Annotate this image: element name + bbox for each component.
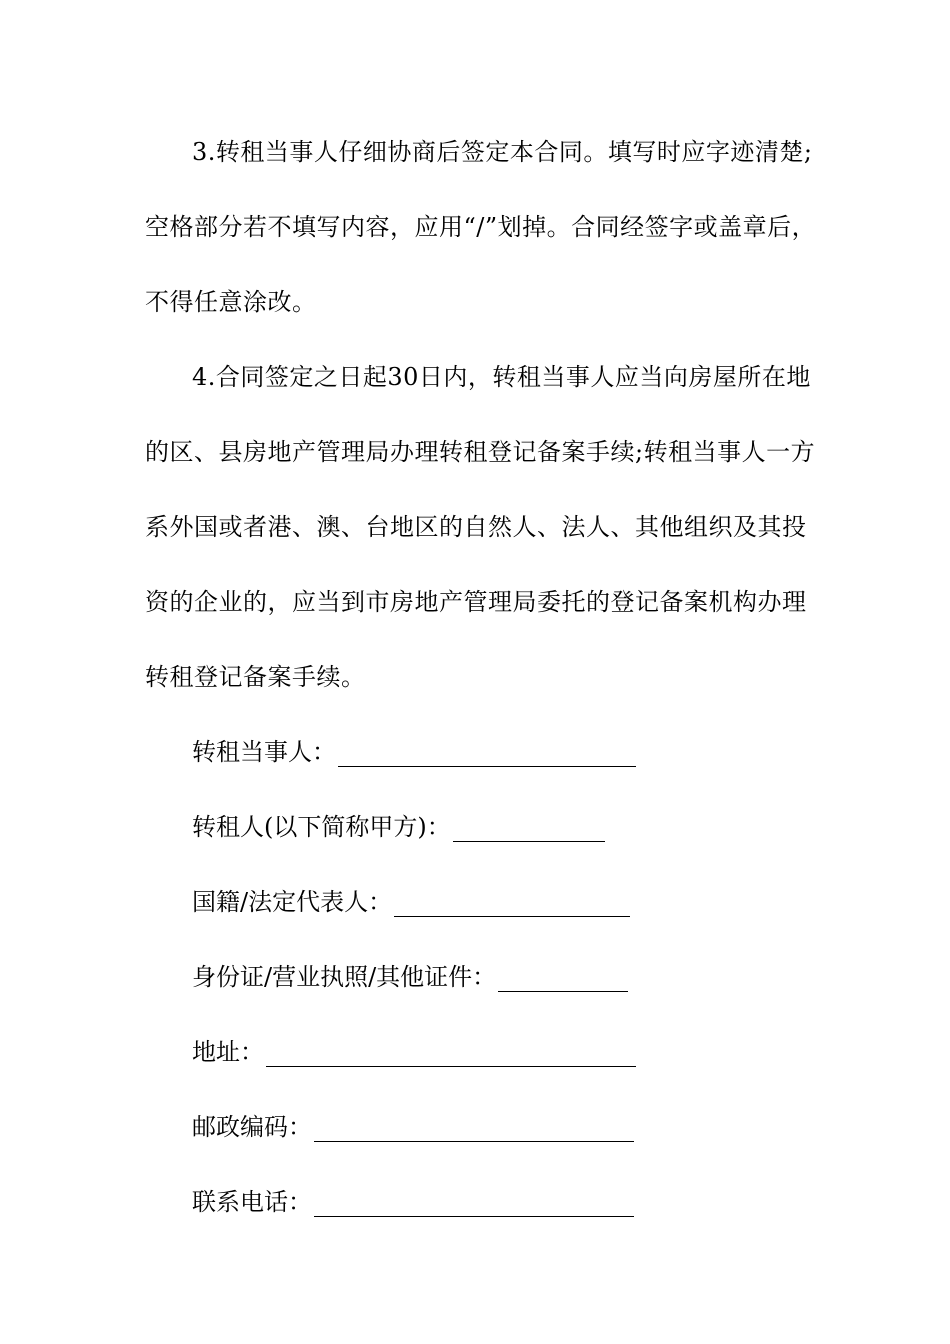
- field-nationality-representative-label: 国籍/法定代表人：: [192, 888, 393, 916]
- paragraph-4-line-5: 转租登记备案手续。: [145, 663, 366, 691]
- field-id-license-label: 身份证/营业执照/其他证件：: [192, 963, 497, 991]
- field-sublessor: [192, 812, 605, 842]
- field-postcode: [192, 1112, 634, 1142]
- field-party: [192, 737, 636, 767]
- field-id-license-blank[interactable]: [498, 967, 628, 992]
- field-sublessor-blank[interactable]: [453, 817, 605, 842]
- field-party-label: 转租当事人：: [192, 738, 336, 766]
- field-postcode-label: 邮政编码：: [192, 1113, 312, 1141]
- paragraph-4-line-1: 4.合同签定之日起30日内，转租当事人应当向房屋所在地: [192, 363, 811, 391]
- field-address-blank[interactable]: [266, 1042, 636, 1067]
- paragraph-4-line-2: 的区、县房地产管理局办理转租登记备案手续;转租当事人一方: [145, 438, 816, 466]
- paragraph-4-line-4: 资的企业的，应当到市房地产管理局委托的登记备案机构办理: [145, 588, 807, 616]
- field-nationality-representative: [192, 887, 630, 917]
- field-phone-blank[interactable]: [314, 1192, 634, 1217]
- paragraph-4-line-3: 系外国或者港、澳、台地区的自然人、法人、其他组织及其投: [145, 513, 807, 541]
- field-party-blank[interactable]: [338, 742, 636, 767]
- field-phone: [192, 1187, 634, 1217]
- field-address-label: 地址：: [192, 1038, 264, 1066]
- paragraph-3-line-3: 不得任意涂改。: [145, 288, 317, 316]
- field-id-license: [192, 962, 628, 992]
- field-phone-label: 联系电话：: [192, 1188, 312, 1216]
- paragraph-3-line-2: 空格部分若不填写内容，应用“/”划掉。合同经签字或盖章后，: [145, 213, 817, 241]
- paragraph-3-line-1: 3.转租当事人仔细协商后签定本合同。填写时应字迹清楚;: [192, 138, 813, 166]
- field-postcode-blank[interactable]: [314, 1117, 634, 1142]
- field-nationality-representative-blank[interactable]: [394, 892, 630, 917]
- field-sublessor-label: 转租人(以下简称甲方)：: [192, 813, 451, 841]
- field-address: [192, 1037, 636, 1067]
